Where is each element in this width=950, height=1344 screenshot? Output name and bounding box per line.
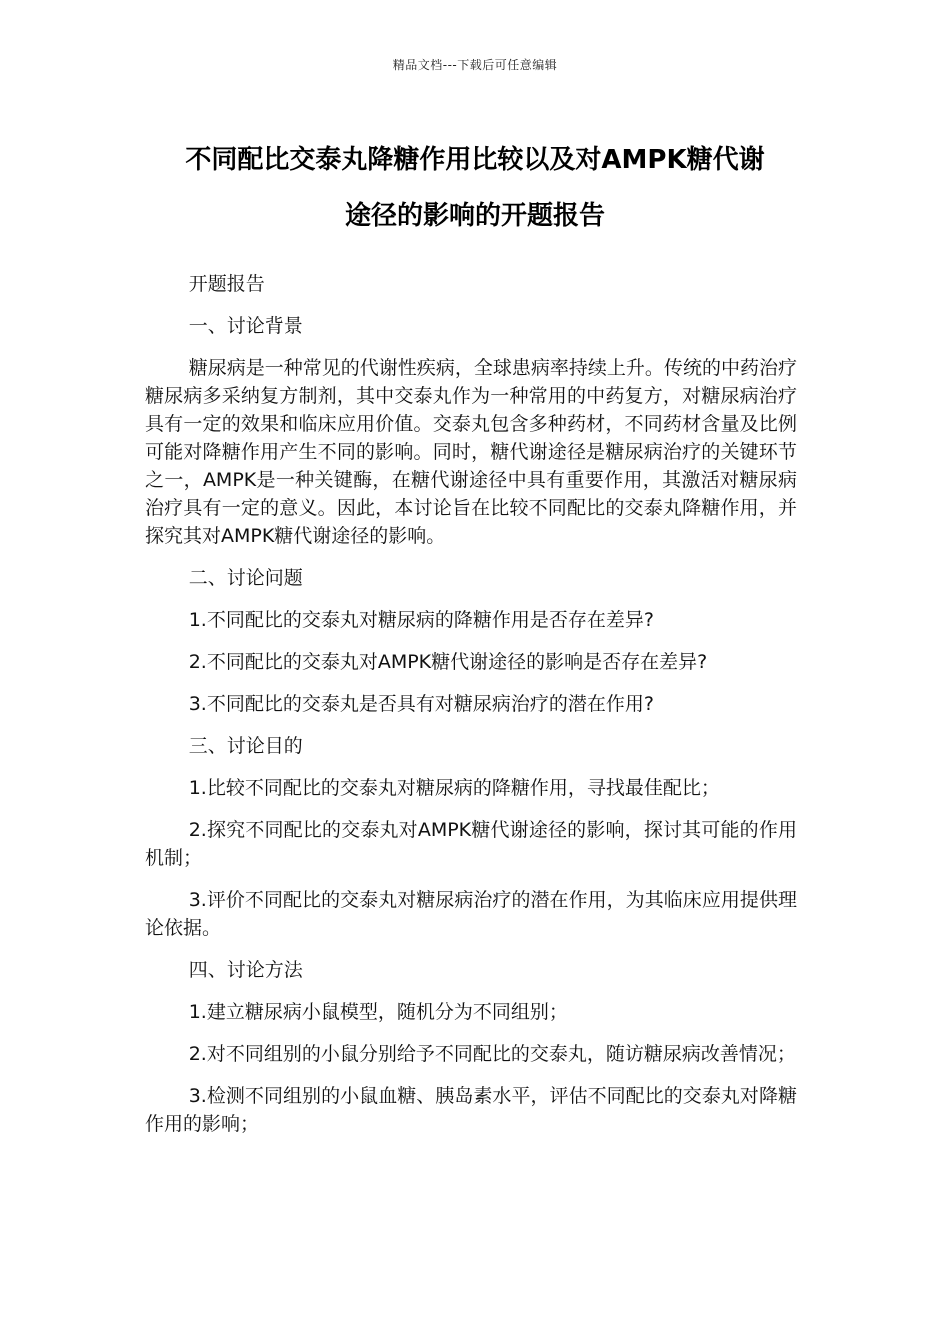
question-item-1: 1.不同配比的交泰丸对糖尿病的降糖作用是否存在差异? <box>188 609 654 631</box>
method-item-1: 1.建立糖尿病小鼠模型，随机分为不同组别； <box>188 1001 568 1023</box>
section-heading-methods: 四、讨论方法 <box>188 959 303 981</box>
question-item-2: 2.不同配比的交泰丸对AMPK糖代谢途径的影响是否存在差异? <box>188 651 708 673</box>
section-heading-background: 一、讨论背景 <box>188 315 303 337</box>
section-heading-objectives: 三、讨论目的 <box>188 735 303 757</box>
document-body <box>145 270 797 1152</box>
paragraph-background: 糖尿病是一种常见的代谢性疾病，全球患病率持续上升。传统的中药治疗糖尿病多采纳复方制剂，其中交泰丸作为一种常用的中药复方，对糖尿病治疗具有一定的效果和临床应用价值。交泰丸包含多种药材，不同药材含量及比例可能对降糖作用产生不同的影响。同时，糖代谢途径是糖尿病治疗的关键环节之一，AMPK是一种关键酶，在糖代谢途径中具有重要作用，其激活对糖尿病治疗具有一定的意义。因此，本讨论旨在比较不同配比的交泰丸降糖作用，并探究其对AMPK糖代谢途径的影响。 <box>145 357 797 547</box>
title-line-2: 途径的影响的开题报告 <box>344 201 605 231</box>
objective-item-1: 1.比较不同配比的交泰丸对糖尿病的降糖作用，寻找最佳配比； <box>188 777 720 799</box>
question-item-3: 3.不同配比的交泰丸是否具有对糖尿病治疗的潜在作用? <box>188 693 654 715</box>
objective-item-3: 3.评价不同配比的交泰丸对糖尿病治疗的潜在作用，为其临床应用提供理论依据。 <box>145 889 797 939</box>
title-line-1: 不同配比交泰丸降糖作用比较以及对AMPK糖代谢 <box>185 145 765 175</box>
section-heading-questions: 二、讨论问题 <box>188 567 303 589</box>
objective-item-2: 2.探究不同配比的交泰丸对AMPK糖代谢途径的影响，探讨其可能的作用机制； <box>145 819 797 869</box>
section-label-report: 开题报告 <box>188 273 265 295</box>
method-item-3: 3.检测不同组别的小鼠血糖、胰岛素水平，评估不同配比的交泰丸对降糖作用的影响； <box>145 1085 797 1135</box>
method-item-2: 2.对不同组别的小鼠分别给予不同配比的交泰丸，随访糖尿病改善情况； <box>188 1043 796 1065</box>
document-title <box>140 132 810 244</box>
header-note: 精品文档---下载后可任意编辑 <box>392 58 558 72</box>
